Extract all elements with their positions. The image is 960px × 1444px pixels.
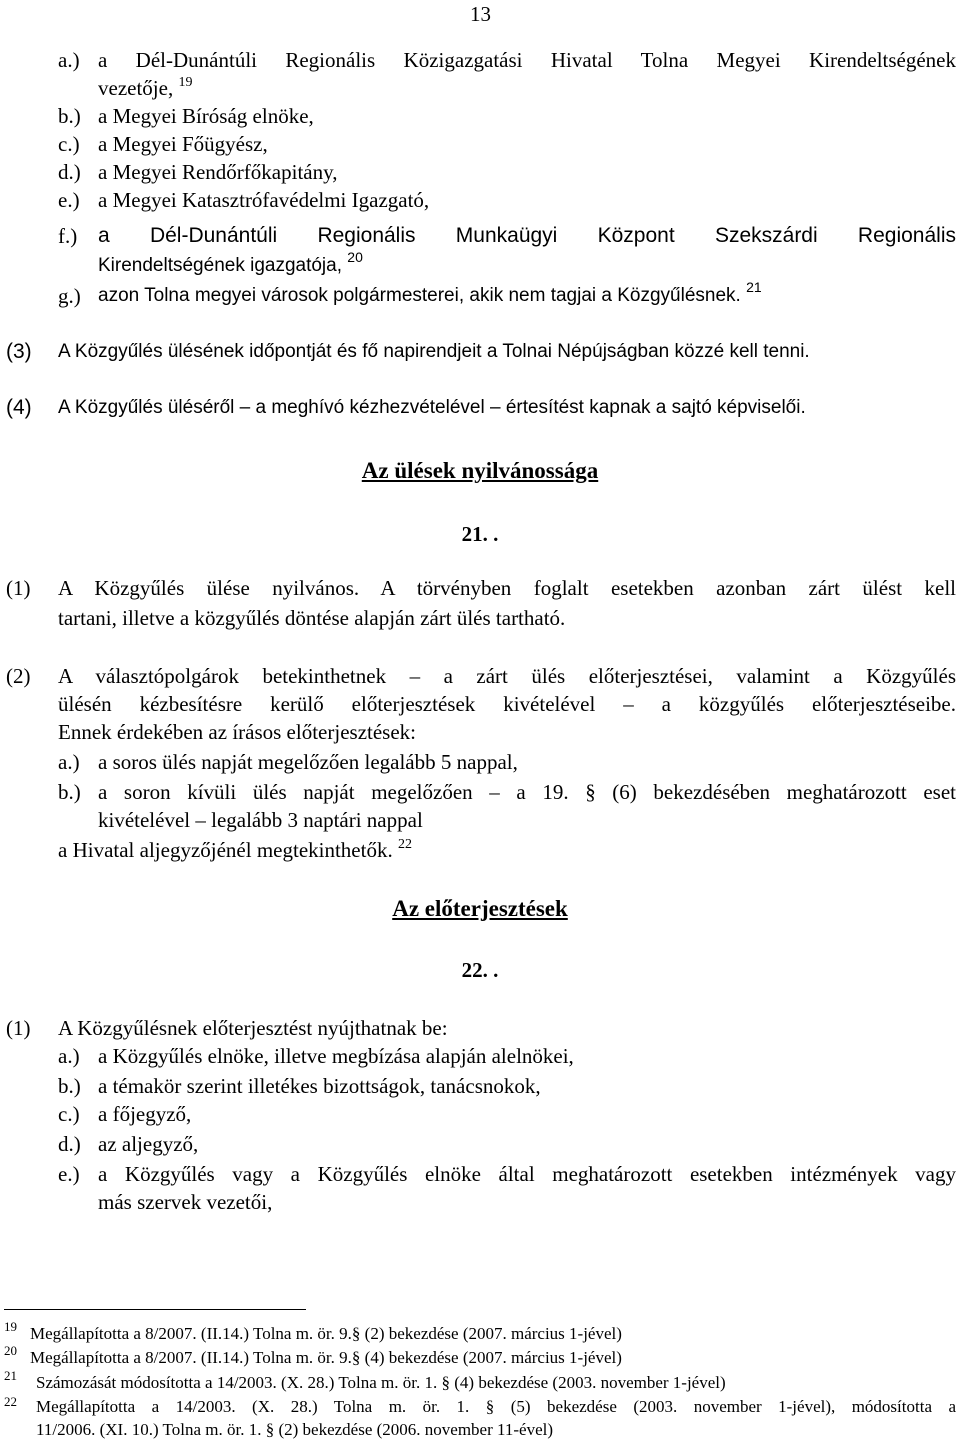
page-number: 13 <box>470 2 491 26</box>
footnote-number: 21 <box>4 1368 17 1383</box>
list-marker: d.) <box>58 1132 81 1156</box>
paragraph-marker: (4) <box>6 396 32 419</box>
list-item-text: a Megyei Főügyész, <box>98 132 268 156</box>
list-item-text: más szervek vezetői, <box>98 1190 273 1214</box>
section-number: 21. . <box>461 522 499 546</box>
footnote-ref: 19 <box>178 75 193 90</box>
paragraph-text: a Hivatal aljegyzőjénél megtekinthetők. $^{22}$ <box>58 837 412 862</box>
footnote-number: 19 <box>4 1319 17 1334</box>
paragraph-text: A Közgyűlésnek előterjesztést nyújthatnak be: <box>58 1016 448 1040</box>
list-item-text: a Közgyűlés elnöke, illetve megbízása alapján alelnökei, <box>98 1044 574 1068</box>
list-marker: c.) <box>58 132 80 156</box>
list-item-text: a főjegyző, <box>98 1102 192 1126</box>
footnote-ref: 20 <box>347 249 363 265</box>
footnote-number: 20 <box>4 1343 17 1358</box>
section-heading: Az előterjesztések <box>392 896 568 921</box>
paragraph-marker: (1) <box>6 1016 31 1040</box>
list-item-text: vezetője, $^{19}$ <box>98 75 193 100</box>
list-marker: a.) <box>58 1044 80 1068</box>
footnote-number: 22 <box>4 1394 17 1409</box>
paragraph-text: A Közgyűlés üléséről – a meghívó kézhezvételével – értesítést kapnak a sajtó képviselői. <box>58 397 806 418</box>
list-item-text: a soros ülés napját megelőzően legalább 5 nappal, <box>98 750 518 774</box>
paragraph-text: A választópolgárok betekinthetnek – a zárt ülés előterjesztései, valamint a Közgyűlés <box>58 664 956 688</box>
paragraph-text: Ennek érdekében az írásos előterjesztések: <box>58 720 416 744</box>
list-marker: f.) <box>58 224 78 248</box>
list-item-text: a soron kívüli ülés napját megelőzően – a 19. § (6) bekezdésében meghatározott eset <box>98 780 956 804</box>
list-item-text: Kirendeltségének igazgatója, $^{20}$ <box>98 249 363 276</box>
list-marker: e.) <box>58 188 80 212</box>
list-marker: a.) <box>58 750 80 774</box>
list-item-text: az aljegyző, <box>98 1132 199 1156</box>
section-number: 22. . <box>461 958 499 982</box>
list-marker: e.) <box>58 1162 80 1186</box>
paragraph-marker: (3) <box>6 340 32 363</box>
paragraph-text: A Közgyűlés ülése nyilvános. A törvényben foglalt esetekben azonban zárt ülést kell <box>58 576 956 600</box>
list-marker: b.) <box>58 780 81 804</box>
list-item-text: a Megyei Rendőrfőkapitány, <box>98 160 338 184</box>
footnote-text: Megállapította a 14/2003. (X. 28.) Tolna m. ör. 1. § (5) bekezdése (2003. november 1-jével), módosította a <box>36 1397 956 1416</box>
paragraph-marker: (1) <box>6 576 31 600</box>
section-heading: Az ülések nyilvánossága <box>361 458 599 483</box>
footnote-separator <box>4 1309 306 1310</box>
list-marker: a.) <box>58 48 80 72</box>
footnote-text: Megállapította a 8/2007. (II.14.) Tolna m. ör. 9.§ (2) bekezdése (2007. március 1-jével) <box>30 1324 622 1343</box>
list-item-text: a témakör szerint illetékes bizottságok, tanácsnokok, <box>98 1074 541 1098</box>
list-marker: g.) <box>58 284 81 308</box>
list-marker: b.) <box>58 1074 81 1098</box>
footnote-text: Számozását módosította a 14/2003. (X. 28.) Tolna m. ör. 1. § (4) bekezdése (2003. november 1-jével) <box>36 1373 726 1392</box>
list-item-text: kivételével – legalább 3 naptári nappal <box>98 808 423 832</box>
footnote-text: 11/2006. (XI. 10.) Tolna m. ör. 1. § (2) bekezdése (2006. november 11-ével) <box>36 1420 554 1439</box>
list-marker: b.) <box>58 104 81 128</box>
paragraph-text: A Közgyűlés ülésének időpontját és fő napirendjeit a Tolnai Népújságban közzé kell tenni. <box>58 341 810 362</box>
list-item-text: a Dél-Dunántúli Regionális Közigazgatási Hivatal Tolna Megyei Kirendeltségének <box>98 48 956 72</box>
paragraph-text: ülésén kézbesítésre kerülő előterjesztések kivételével – a közgyűlés előterjesztéseibe. <box>58 692 956 716</box>
footnote-ref: 21 <box>746 279 762 295</box>
list-item-text: a Dél-Dunántúli Regionális Munkaügyi Központ Szekszárdi Regionális <box>98 224 956 247</box>
list-item-text: a Megyei Katasztrófavédelmi Igazgató, <box>98 188 430 212</box>
list-marker: d.) <box>58 160 81 184</box>
paragraph-text: tartani, illetve a közgyűlés döntése alapján zárt ülés tartható. <box>58 606 566 630</box>
footnote-text: Megállapította a 8/2007. (II.14.) Tolna m. ör. 9.§ (4) bekezdése (2007. március 1-jével) <box>30 1348 622 1367</box>
list-item-text: a Megyei Bíróság elnöke, <box>98 104 314 128</box>
footnote-ref: 22 <box>397 837 412 852</box>
list-item-text: azon Tolna megyei városok polgármesterei, akik nem tagjai a Közgyűlésnek. $^{21}$ <box>98 279 762 306</box>
paragraph-marker: (2) <box>6 664 31 688</box>
list-item-text: a Közgyűlés vagy a Közgyűlés elnöke által meghatározott esetekben intézmények vagy <box>98 1162 956 1186</box>
list-marker: c.) <box>58 1102 80 1126</box>
